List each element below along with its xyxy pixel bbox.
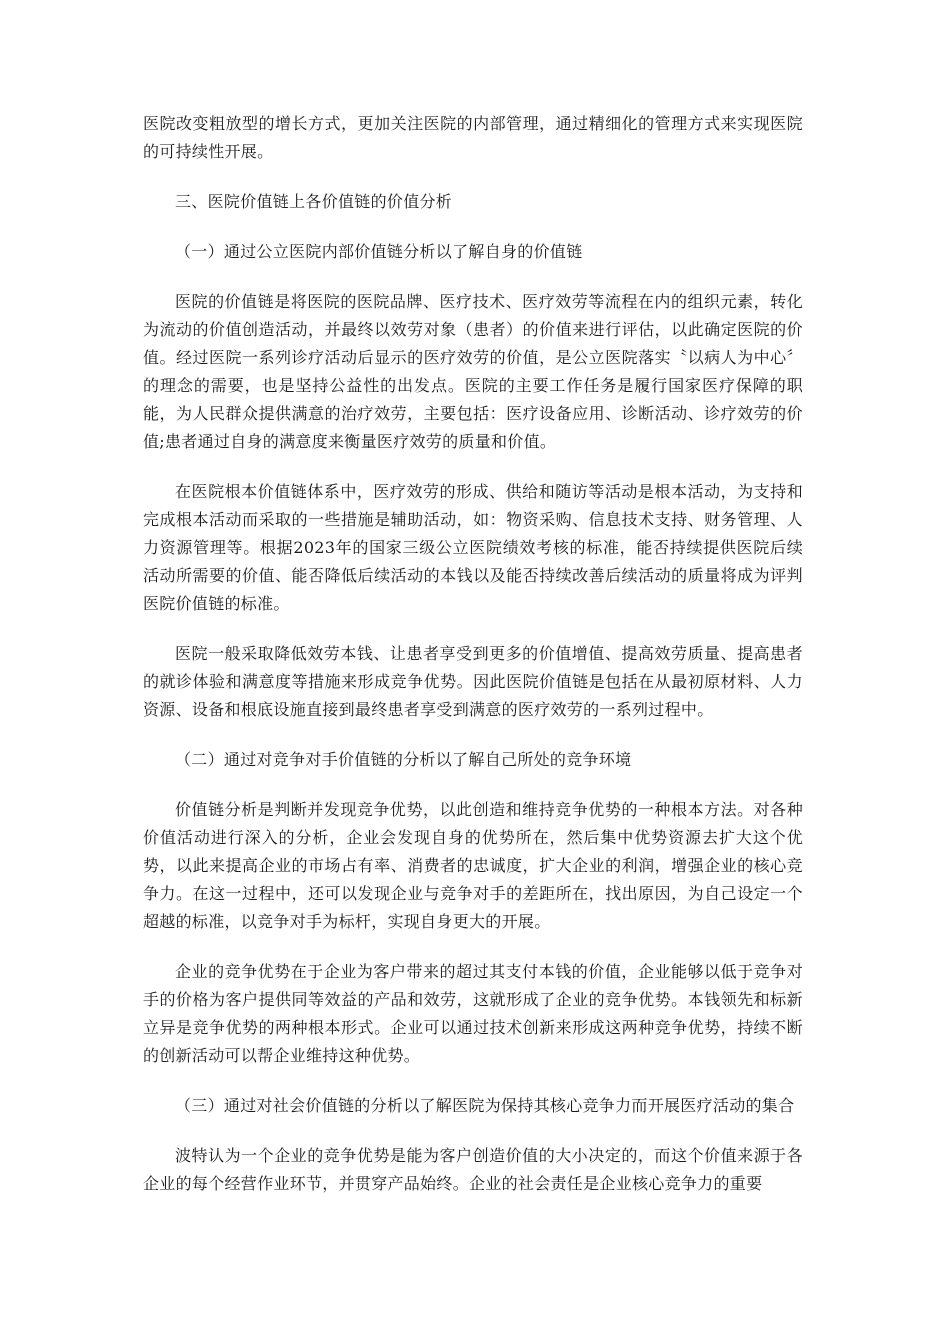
body-paragraph: 企业的竞争优势在于企业为客户带来的超过其支付本钱的价值，企业能够以低于竞争对手的价格为客户提供同等效益的产品和效劳，这就形成了企业的竞争优势。本钱领先和标新立异是竞争优势的两种根本形式。企业可以通过技术创新来形成这两种竞争优势，持续不断的创新活动可以帮企业维持这种优势。 [143, 962, 803, 1065]
document-page [143, 110, 803, 1220]
subsection-heading-3: （三）通过对社会价值链的分析以了解医院为保持其核心竞争力而开展医疗活动的集合 [175, 1096, 795, 1115]
subsection-heading-1: （一）通过公立医院内部价值链分析以了解自身的价值链 [175, 242, 583, 261]
body-paragraph: 在医院根本价值链体系中，医疗效劳的形成、供给和随访等活动是根本活动，为支持和完成根本活动而采取的一些措施是辅助活动，如：物资采购、信息技术支持、财务管理、人力资源管理等。根据2023年的国家三级公立医院绩效考核的标准，能否持续提供医院后续活动所需要的价值、能否降低后续活动的本钱以及能否持续改善后续活动的质量将成为评判医院价值链的标准。 [143, 482, 803, 613]
subsection-heading-2: （二）通过对竞争对手价值链的分析以了解自己所处的竞争环境 [175, 750, 632, 769]
section-heading-3: 三、医院价值链上各价值链的价值分析 [175, 192, 453, 211]
body-paragraph: 波特认为一个企业的竞争优势是能为客户创造价值的大小决定的，而这个价值来源于各企业的每个经营作业环节，并贯穿产品始终。企业的社会责任是企业核心竞争力的重要 [143, 1146, 803, 1193]
body-paragraph: 医院一般采取降低效劳本钱、让患者享受到更多的价值增值、提高效劳质量、提高患者的就诊体验和满意度等措施来形成竞争优势。因此医院价值链是包括在从最初原材料、人力资源、设备和根底设施直接到最终患者享受到满意的医疗效劳的一系列过程中。 [143, 644, 803, 719]
body-paragraph: 价值链分析是判断并发现竞争优势，以此创造和维持竞争优势的一种根本方法。对各种价值活动进行深入的分析，企业会发现自身的优势所在，然后集中优势资源去扩大这个优势，以此来提高企业的市场占有率、消费者的忠诚度，扩大企业的利润，增强企业的核心竞争力。在这一过程中，还可以发现企业与竞争对手的差距所在，找出原因，为自己设定一个超越的标准，以竞争对手为标杆，实现自身更大的开展。 [143, 800, 803, 931]
paragraph-continued: 医院改变粗放型的增长方式，更加关注医院的内部管理，通过精细化的管理方式来实现医院的可持续性开展。 [143, 114, 803, 161]
body-paragraph: 医院的价值链是将医院的医院品牌、医疗技术、医疗效劳等流程在内的组织元素，转化为流动的价值创造活动，并最终以效劳对象（患者）的价值来进行评估，以此确定医院的价值。经过医院一系列诊疗活动后显示的医疗效劳的价值，是公立医院落实〝以病人为中心〞的理念的需要，也是坚持公益性的出发点。医院的主要工作任务是履行国家医疗保障的职能，为人民群众提供满意的治疗效劳，主要包括：医疗设备应用、诊断活动、诊疗效劳的价值;患者通过自身的满意度来衡量医疗效劳的质量和价值。 [143, 292, 803, 451]
